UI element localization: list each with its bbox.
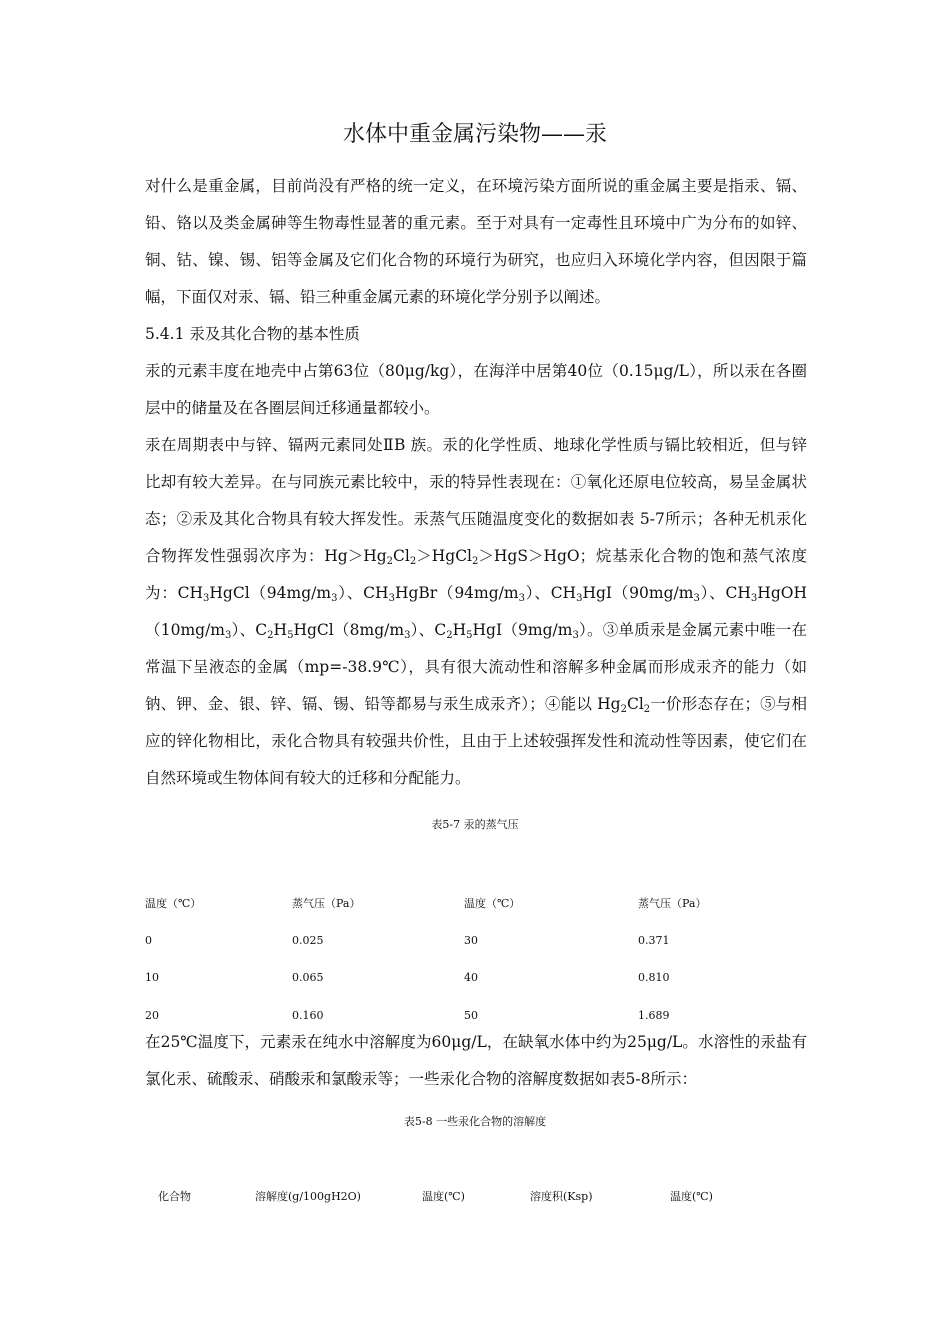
table-cell: 20	[145, 1008, 159, 1022]
table-cell: 50	[464, 1008, 478, 1022]
header-cell: 蒸气压（Pa）	[292, 896, 361, 910]
table-5-8-caption: 表5-8 一些汞化合物的溶解度	[403, 1115, 547, 1128]
table-header-row	[145, 884, 758, 922]
table-header-row	[158, 1186, 750, 1206]
table-cell: 40	[464, 971, 478, 985]
header-cell: 化合物	[158, 1190, 191, 1203]
abundance-paragraph: 汞的元素丰度在地壳中占第63位（80μg/kg），在海洋中居第40位（0.15μg/L），所以汞在各圈层中的储量及在各圈层间迁移通量都较小。	[145, 362, 807, 417]
table-cell: 0.065	[292, 971, 324, 985]
table-cell: 1.689	[638, 1008, 670, 1022]
header-cell: 溶度积(Ksp)	[530, 1190, 593, 1203]
vapor-pressure-table	[145, 884, 758, 1034]
table-cell: 0.371	[638, 933, 670, 947]
table-row	[145, 959, 758, 997]
header-cell: 温度(℃)	[670, 1190, 713, 1203]
header-cell: 溶解度(g/100gH2O)	[255, 1190, 361, 1203]
section-heading: 5.4.1 汞及其化合物的基本性质	[145, 325, 360, 343]
table-cell: 10	[145, 971, 159, 985]
table-5-7-caption: 表5-7 汞的蒸气压	[431, 818, 519, 831]
solubility-table	[158, 1186, 750, 1206]
header-cell: 温度（℃）	[464, 896, 521, 910]
table-cell: 30	[464, 933, 478, 947]
page-title: 水体中重金属污染物——汞	[342, 122, 607, 147]
table-cell: 0.160	[292, 1008, 324, 1022]
table-row	[145, 922, 758, 960]
table-cell: 0.025	[292, 933, 324, 947]
properties-paragraph: 汞在周期表中与锌、镉两元素同处ⅡB 族。汞的化学性质、地球化学性质与镉比较相近，但与锌比却有较大差异。在与同族元素比较中，汞的特异性表现在：①氧化还原电位较高，易呈金属状态；②汞及其化合物具有较大挥发性。汞蒸气压随温度变化的数据如表 5-7所示；各种无机汞化合物挥发性强弱次序为：$Hg>Hg_2Cl_2>HgCl_2>HgS>HgO$；烷基汞化合物的饱和蒸气浓度为：$CH_3HgCl(94mg/m_3)$、$CH_3HgBr(94mg/m_3)$、$CH_3HgI(90mg/m_3)$、$CH_3HgOH(10mg/m_3)$、$C_2H_5HgCl(8mg/m_3)$、$C_2H_5HgI(9mg/m_3)$。③单质汞是金属元素中唯一在常温下呈液态的金属（mp=-38.9℃），具有很大流动性和溶解多种金属而形成汞齐的能力（如钠、钾、金、银、锌、镉、锡、铅等都易与汞生成汞齐）；④能以 $Hg_2Cl_2$一价形态存在；⑤与相应的锌化物相比，汞化合物具有较强共价性，且由于上述较强挥发性和流动性等因素，使它们在自然环境或生物体间有较大的迁移和分配能力。	[145, 436, 807, 787]
header-cell: 蒸气压（Pa）	[638, 896, 707, 910]
table-cell: 0.810	[638, 971, 670, 985]
header-cell: 温度（℃）	[145, 896, 202, 910]
intro-paragraph: 对什么是重金属，目前尚没有严格的统一定义，在环境污染方面所说的重金属主要是指汞、镉、铅、铬以及类金属砷等生物毒性显著的重元素。至于对具有一定毒性且环境中广为分布的如锌、铜、钴、镍、锡、铝等金属及它们化合物的环境行为研究，也应归入环境化学内容，但因限于篇幅，下面仅对汞、镉、铅三种重金属元素的环境化学分别予以阐述。	[145, 177, 807, 306]
header-cell: 温度(℃)	[422, 1190, 465, 1203]
solubility-paragraph: 在25℃温度下，元素汞在纯水中溶解度为60μg/L，在缺氧水体中约为25μg/L。水溶性的汞盐有氯化汞、硫酸汞、硝酸汞和氯酸汞等；一些汞化合物的溶解度数据如表5-8所示：	[145, 1033, 807, 1088]
table-cell: 0	[145, 933, 152, 947]
